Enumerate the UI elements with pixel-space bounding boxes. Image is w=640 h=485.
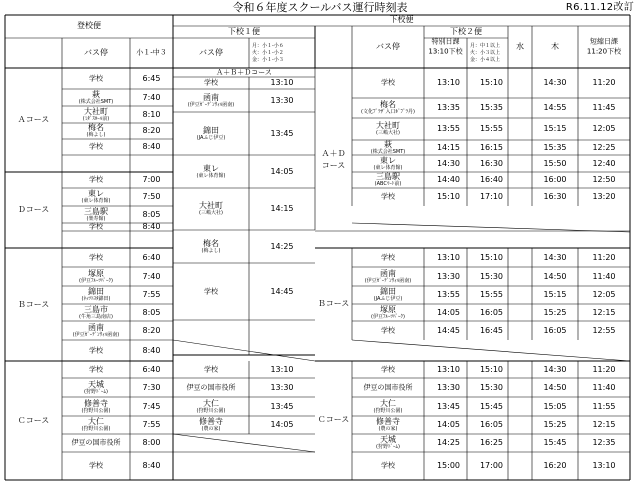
stop-cell: [79, 306, 113, 320]
time-cell: 14:25: [270, 241, 294, 251]
time-cell: 16:15: [479, 142, 504, 152]
stop-cell: [84, 208, 108, 222]
stop-landmark: (文化ﾌﾟﾗｻﾞ入口ﾎﾟﾌﾟﾗ丹): [361, 109, 415, 115]
stop-landmark: (伊豆ｶﾞｰﾃﾞﾝｳｨﾙ函南): [72, 331, 120, 338]
stop-cell: 学校: [89, 175, 103, 184]
time-cell: 16:30: [543, 192, 567, 201]
stop-header: バス停: [199, 48, 223, 57]
stop-header: バス停: [84, 48, 108, 57]
time-cell: 13:45: [270, 401, 294, 411]
time-cell: 15:45: [479, 401, 504, 411]
time-cell: 12:55: [592, 325, 616, 335]
stop-landmark: (ABCﾏｰﾄ前): [374, 181, 402, 187]
stop-landmark: (東レ体育館): [373, 164, 403, 171]
stop-landmark: (狩野川公園): [81, 426, 111, 432]
stop-header: バス停: [376, 42, 400, 51]
stop-cell: [365, 270, 411, 284]
time-cell: 14:15: [436, 142, 461, 152]
time-cell: 15:35: [479, 103, 504, 112]
time-cell: 15:25: [543, 307, 567, 317]
time-cell: 15:10: [479, 78, 504, 87]
time-cell: 14:30: [436, 158, 461, 168]
ad-course-label: Ａ＋Ｄ: [321, 149, 346, 158]
time-cell: 17:00: [479, 461, 504, 470]
time-cell: 14:45: [270, 286, 294, 296]
time-cell: 6:45: [142, 73, 161, 83]
time-cell: 16:00: [543, 175, 567, 184]
stop-cell: [371, 141, 405, 155]
time-cell: 15:50: [543, 158, 567, 168]
stop-cell: [82, 418, 111, 432]
time-cell: 15:30: [479, 271, 504, 281]
stop-name: 修善寺: [199, 417, 223, 426]
b-course-label: Ｂコース: [317, 299, 350, 308]
page-title: 令和６年度スクールバス運行時刻表: [232, 1, 408, 14]
time-cell: 17:10: [479, 192, 504, 201]
time-cell: 7:55: [142, 420, 161, 429]
wed-header: 水: [516, 42, 524, 51]
stop-name: 塚原: [380, 304, 396, 314]
stop-cell: 学校: [204, 287, 218, 295]
time-cell: 15:10: [436, 192, 461, 201]
stop-cell: [82, 400, 111, 414]
stop-cell: [197, 400, 226, 414]
stop-name: 東レ: [88, 189, 104, 198]
time-cell: 16:30: [479, 158, 504, 168]
tokou-header: 登校便: [77, 21, 101, 30]
gekou-header: 下校便: [389, 15, 414, 24]
time-cell: 6:40: [142, 252, 161, 262]
stop-cell: [79, 270, 113, 284]
tanshuku-header: 短縮日課: [590, 37, 618, 46]
time-cell: 11:20: [592, 364, 616, 374]
stop-landmark: (伊豆ﾌﾙｰﾂﾊﾟｰｸ): [79, 277, 113, 284]
time-cell: 13:10: [436, 78, 461, 87]
grade-note: 火：小３以上: [470, 50, 501, 56]
time-cell: 13:55: [436, 124, 461, 133]
stop-cell: 伊豆の国市役所: [363, 383, 413, 391]
revision-date: R6.11.12改訂: [565, 2, 634, 13]
stop-name: 天城: [380, 435, 396, 444]
time-cell: 14:45: [436, 325, 461, 335]
stop-name: 函南: [380, 268, 396, 278]
stop-landmark: (狩野川公園): [373, 407, 403, 414]
stop-name: 梅名: [380, 100, 396, 109]
stop-cell: 学校: [89, 222, 103, 231]
stop-cell: 学校: [89, 346, 103, 354]
stop-name: 錦田: [203, 125, 219, 135]
stop-landmark: (ﾐﾀﾞｽﾎｰﾙ前): [82, 115, 110, 122]
stop-cell: 伊豆の国市役所: [186, 383, 236, 391]
time-cell: 7:40: [142, 271, 161, 281]
stop-landmark: (三嶋大社): [199, 210, 223, 216]
stop-landmark: (狩野川公園): [196, 407, 226, 414]
time-cell: 8:40: [142, 345, 161, 355]
time-cell: 12:40: [592, 158, 616, 168]
time-cell: 14:05: [270, 166, 294, 176]
time-cell: 15:10: [479, 252, 504, 262]
course-label: Ｄコース: [17, 205, 50, 214]
time-cell: 7:50: [142, 192, 161, 201]
stop-name: 梅名: [88, 123, 104, 132]
time-cell: 13:45: [436, 401, 461, 411]
time-cell: 15:45: [543, 438, 567, 447]
stop-cell: [84, 381, 108, 395]
thu-header: 木: [551, 42, 559, 51]
stop-name: 三島駅: [84, 206, 108, 216]
time-cell: 13:10: [592, 461, 616, 470]
stop-cell: 学校: [381, 78, 395, 87]
stop-name: 三島市: [84, 304, 108, 314]
time-cell: 14:30: [543, 78, 567, 87]
time-cell: 7:45: [142, 401, 161, 411]
time-cell: 11:45: [592, 103, 616, 112]
time-cell: 12:25: [592, 142, 616, 152]
stop-cell: [374, 400, 403, 414]
stop-landmark: (伊豆ﾌﾙｰﾂﾊﾟｰｸ): [371, 313, 405, 320]
time-cell: 15:55: [479, 290, 504, 299]
stop-cell: [376, 122, 400, 136]
stop-name: 東レ: [380, 155, 396, 165]
time-cell: 8:20: [142, 126, 161, 135]
stop-name: 萩: [383, 139, 392, 149]
stop-landmark: (梅よし): [201, 247, 221, 254]
stop-landmark: (東レ体育館): [81, 198, 111, 204]
stop-landmark: (株式会社SMT): [370, 148, 406, 155]
time-cell: 14:30: [543, 252, 567, 262]
stop-cell: 学校: [381, 326, 395, 334]
stop-landmark: (伊豆ｶﾞｰﾃﾞﾝｳｨﾙ函南): [364, 277, 412, 284]
stop-cell: 学校: [381, 192, 395, 201]
course-label: Ｃコース: [17, 415, 50, 425]
time-cell: 8:05: [142, 209, 161, 219]
time-cell: 16:05: [543, 325, 567, 335]
stop-cell: [376, 418, 400, 432]
stop-cell: [199, 418, 223, 432]
time-cell: 15:15: [543, 290, 567, 299]
time-cell: 12:05: [592, 290, 616, 299]
time-cell: 16:25: [479, 438, 504, 447]
stop-landmark: (狩野ﾄﾞｰﾑ): [84, 388, 108, 395]
stop-name: 塚原: [88, 268, 104, 278]
grade-note: 月：中１以上: [470, 43, 501, 49]
stop-landmark: (梅よし): [86, 132, 106, 138]
tanshuku-header: 11:20下校: [586, 47, 622, 56]
diagonal-line: [173, 434, 315, 452]
stop-name: 函南: [88, 322, 104, 332]
time-cell: 13:10: [270, 364, 294, 374]
time-cell: 11:20: [592, 78, 616, 87]
stop-landmark: (楽寿館): [86, 215, 106, 222]
time-cell: 12:50: [592, 175, 616, 184]
time-cell: 13:45: [270, 128, 294, 138]
time-cell: 14:05: [270, 420, 294, 429]
stop-cell: [197, 165, 226, 179]
time-cell: 11:40: [592, 382, 616, 392]
time-cell: 13:55: [436, 290, 461, 299]
time-cell: 15:30: [479, 382, 504, 392]
stop-cell: [82, 190, 111, 204]
time-cell: 8:00: [142, 438, 161, 447]
stop-cell: [199, 202, 223, 216]
tokubetsu-header: 13:10下校: [428, 47, 463, 56]
time-cell: 8:20: [142, 325, 161, 335]
time-cell: 15:00: [436, 461, 461, 470]
time-cell: 12:35: [592, 438, 616, 447]
stop-cell: 学校: [89, 365, 103, 373]
stop-landmark: (JAふじ伊豆): [373, 296, 403, 302]
grade-note: 金：小４以上: [470, 57, 501, 63]
time-cell: 7:55: [142, 290, 161, 299]
stop-name: 萩: [91, 89, 100, 99]
time-cell: 11:20: [592, 252, 616, 262]
stop-cell: [82, 288, 111, 302]
stop-name: 大仁: [203, 398, 219, 408]
time-cell: 14:50: [543, 382, 567, 392]
stop-landmark: (ﾈｯﾂﾄﾖﾀ錦田): [81, 296, 111, 302]
time-cell: 13:20: [592, 192, 616, 201]
time-cell: 13:30: [270, 382, 294, 392]
time-cell: 7:00: [142, 175, 161, 184]
stop-cell: [375, 173, 402, 187]
stop-cell: [202, 240, 221, 254]
time-cell: 13:30: [270, 95, 294, 105]
time-cell: 16:20: [543, 461, 567, 470]
abd-course-label: Ａ＋Ｂ＋Ｄコース: [216, 68, 272, 76]
time-cell: 12:05: [592, 124, 616, 133]
time-cell: 13:10: [436, 364, 461, 374]
stop-landmark: (JAふじ伊豆): [196, 134, 226, 141]
time-cell: 13:10: [436, 252, 461, 262]
stop-cell: [188, 94, 234, 108]
stop-cell: 学校: [381, 253, 395, 261]
stop-landmark: (株式会社SMT): [78, 98, 114, 105]
stop-name: 錦田: [88, 287, 104, 296]
stop-name: 大仁: [88, 417, 104, 426]
stop-cell: [374, 157, 403, 171]
stop-cell: 学校: [204, 78, 218, 87]
diagonal-line: [173, 340, 315, 361]
stop-landmark: (東レ体育館): [196, 172, 226, 179]
stop-cell: [79, 91, 113, 105]
time-cell: 11:40: [592, 271, 616, 281]
time-cell: 15:10: [479, 364, 504, 374]
time-cell: 13:35: [436, 103, 461, 112]
time-cell: 8:40: [142, 142, 161, 151]
stop-cell: 学校: [204, 365, 218, 373]
time-cell: 15:55: [479, 124, 504, 133]
stop-name: 錦田: [380, 287, 396, 296]
time-cell: 14:55: [543, 103, 567, 112]
stop-cell: [197, 127, 226, 141]
stop-cell: 学校: [381, 461, 395, 470]
stop-landmark: (狩野ﾄﾞｰﾑ): [376, 444, 400, 450]
diagonal-line: [352, 340, 630, 361]
diagonal-line: [352, 223, 630, 232]
stop-name: 梅名: [203, 238, 219, 248]
stop-name: 大社町: [84, 106, 108, 116]
grade-note: 月：小１‐小６: [252, 43, 284, 49]
time-cell: 14:25: [436, 438, 461, 447]
stop-name: 大社町: [199, 201, 223, 210]
time-cell: 15:35: [543, 142, 567, 152]
stop-cell: 学校: [89, 253, 103, 261]
stop-cell: [73, 324, 119, 338]
time-cell: 16:05: [479, 420, 504, 429]
course-label: Ａコース: [17, 115, 50, 124]
time-cell: 14:40: [436, 175, 461, 184]
time-cell: 8:10: [142, 109, 161, 119]
time-cell: 8:05: [142, 307, 161, 317]
grade-header: 小１‐中３: [136, 48, 167, 57]
stop-name: 修善寺: [376, 417, 400, 426]
grade-note: 火：小１‐小２: [252, 50, 284, 56]
stop-cell: [374, 288, 403, 302]
time-cell: 14:05: [436, 307, 461, 317]
stop-cell: [87, 124, 106, 138]
grade-note: 金：小１‐小３: [252, 57, 284, 63]
time-cell: 12:15: [592, 420, 616, 429]
stop-landmark: (狩野川公園): [81, 407, 111, 414]
time-cell: 8:40: [142, 461, 161, 470]
time-cell: 15:05: [543, 401, 567, 411]
stop-cell: [361, 101, 415, 115]
time-cell: 15:15: [543, 124, 567, 133]
stop-cell: 学校: [381, 365, 395, 373]
tokubetsu-header: 特別日課: [431, 37, 460, 46]
stop-cell: 学校: [89, 142, 103, 151]
stop-cell: 伊豆の国市役所: [71, 438, 121, 447]
stop-landmark: (伊豆ｶﾞｰﾃﾞﾝｳｨﾙ函南): [187, 101, 235, 108]
stop-name: 修善寺: [84, 398, 108, 408]
stop-cell: [376, 436, 400, 450]
ad-course-label: コース: [321, 161, 346, 170]
time-cell: 16:05: [479, 307, 504, 317]
time-cell: 15:25: [543, 420, 567, 429]
time-cell: 7:40: [142, 92, 161, 102]
stop-cell: 学校: [89, 461, 103, 470]
stop-name: 東レ: [203, 163, 219, 173]
stop-landmark: (農の家): [378, 426, 398, 432]
stop-cell: [371, 306, 405, 320]
stop-landmark: (牛角三島南店): [79, 313, 113, 320]
time-cell: 14:30: [543, 364, 567, 374]
stop-name: 三島駅: [376, 172, 400, 181]
c-course-label: Ｃコース: [317, 415, 350, 424]
stop-cell: 学校: [89, 74, 103, 82]
time-cell: 14:05: [436, 420, 461, 429]
time-cell: 16:45: [479, 325, 504, 335]
gekou1-header: 下校１便: [228, 27, 260, 36]
time-cell: 14:15: [270, 204, 294, 213]
course-label: Ｂコース: [17, 299, 50, 309]
stop-cell: [83, 108, 109, 122]
time-cell: 13:10: [270, 78, 294, 87]
stop-landmark: (農の家): [201, 426, 221, 432]
time-cell: 13:30: [436, 382, 461, 392]
time-cell: 8:40: [142, 222, 161, 231]
time-cell: 6:40: [142, 364, 161, 374]
time-cell: 7:30: [142, 382, 161, 392]
gekou2-header: 下校２便: [450, 27, 482, 36]
stop-name: 函南: [203, 92, 219, 102]
stop-landmark: (三嶋大社): [376, 130, 400, 136]
stop-name: 大仁: [380, 398, 396, 408]
stop-name: 大社町: [376, 121, 400, 130]
stop-name: 天城: [88, 379, 104, 389]
time-cell: 16:40: [479, 175, 504, 184]
time-cell: 11:55: [592, 401, 616, 411]
time-cell: 13:30: [436, 271, 461, 281]
time-cell: 12:15: [592, 307, 616, 317]
time-cell: 14:50: [543, 271, 567, 281]
